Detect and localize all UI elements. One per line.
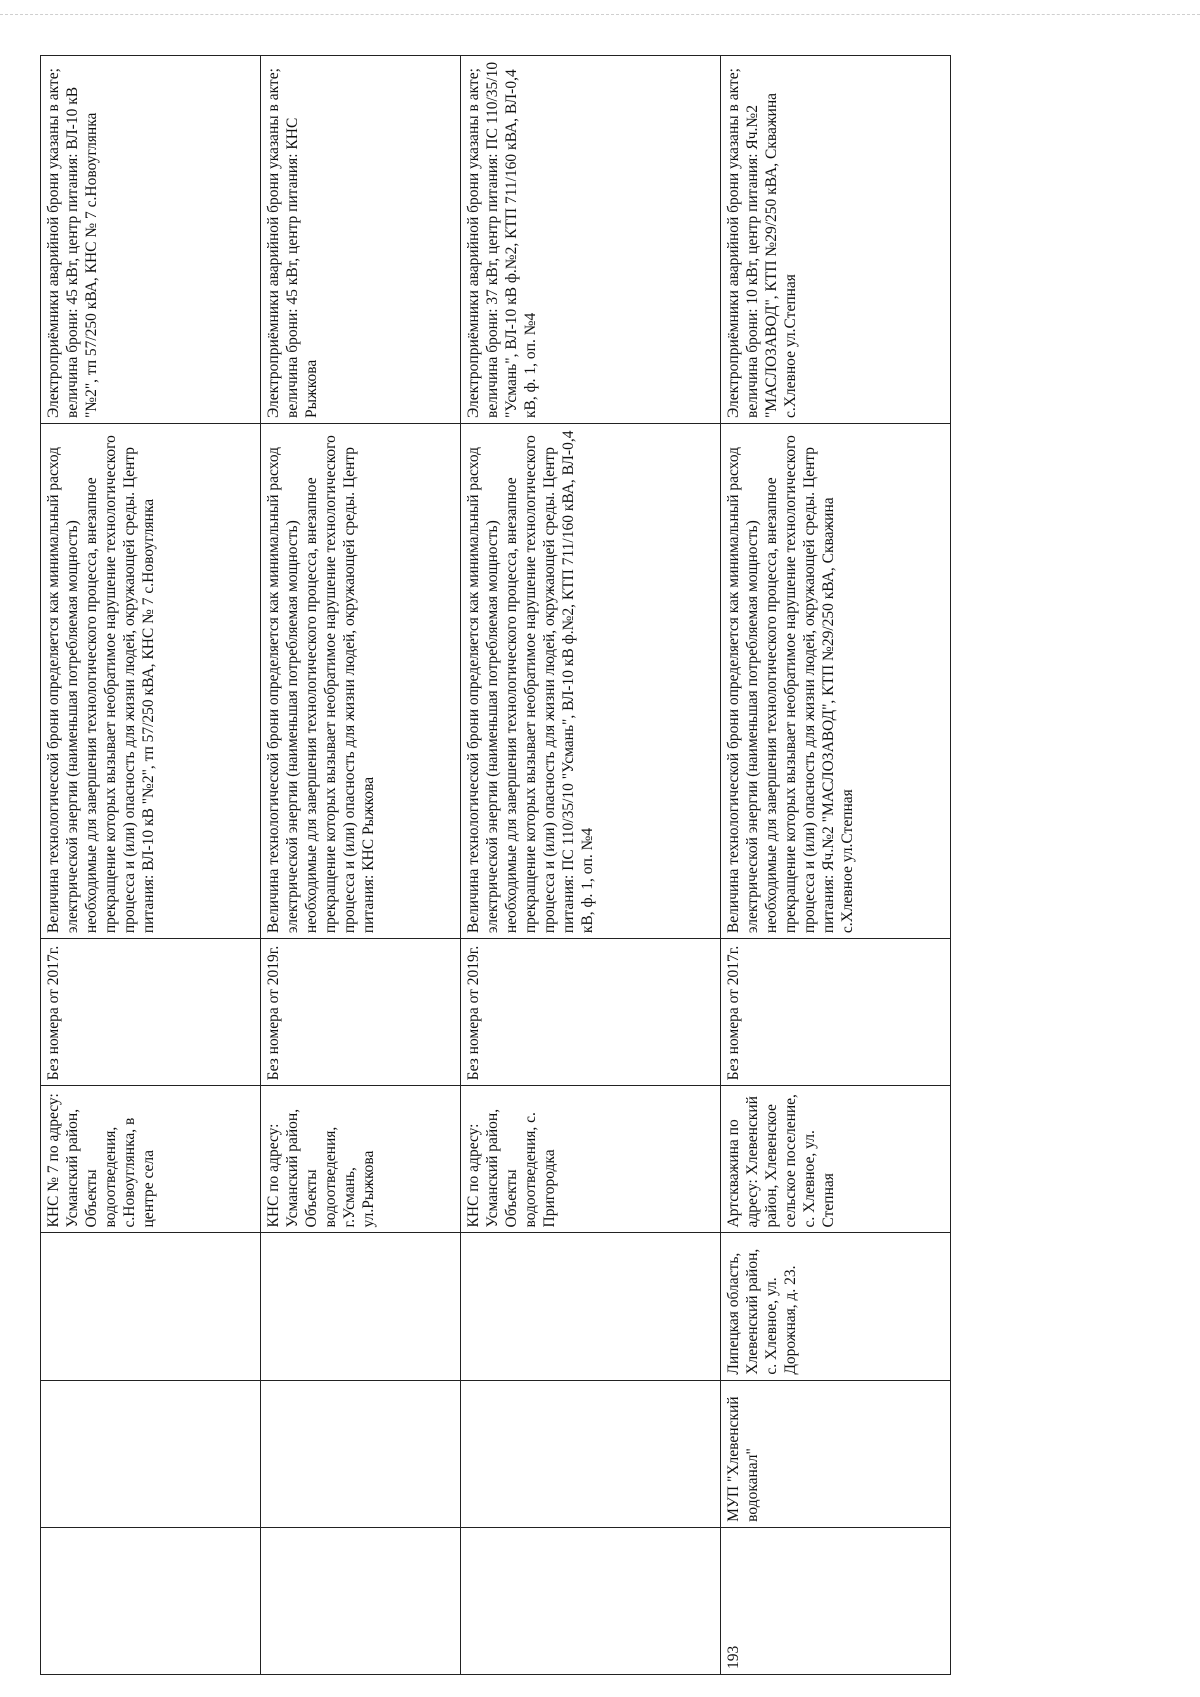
object-cell: КНС по адресу: Усманский район, Объекты водоотведения, с. Пригородка — [461, 1086, 721, 1233]
table-row — [721, 56, 951, 1675]
emergency-reserve-cell: Электроприёмники аварийной брони указаны в акте; величина брони: 37 кВт, центр питания: ПС 110/35/10 "Усмань", ВЛ-10 кВ ф.№2, КТП 711/160 кВА, ВЛ-0,4 кВ, ф. 1, оп. №4 — [461, 56, 721, 424]
emergency-reserve-cell: Электроприёмники аварийной брони указаны в акте; величина брони: 10 кВт, центр питания: Яч.№2 "МАСЛОЗАВОД", КТП №29/250 кВА, Скважина с.Хлевное ул.Степная — [721, 56, 951, 424]
act-cell: Без номера от 2019г. — [261, 939, 461, 1086]
table-row — [461, 56, 721, 1675]
object-cell: КНС по адресу: Усманский район, Объекты водоотведения, г.Усмань, ул.Рыжкова — [261, 1086, 461, 1233]
table-row — [261, 56, 461, 1675]
row-number-cell — [461, 1527, 721, 1674]
tech-reserve-cell: Величина технологической брони определяется как минимальный расход электрической энергии (наименьшая потребляемая мощность) необходимые для завершения технологического процесса, внезапное прекращение которых вызывает необратимое нарушение технологического процесса и (или) опасность для жизни людей, окружающей среды. Центр питания: Яч.№2 "МАСЛОЗАВОД", КТП №29/250 кВА, Скважина с.Хлевное ул.Степная — [721, 424, 951, 939]
emergency-reserve-cell: Электроприёмники аварийной брони указаны в акте; величина брони: 45 кВт, центр питания: КНС Рыжкова — [261, 56, 461, 424]
address-cell — [41, 1233, 261, 1380]
tech-reserve-cell: Величина технологической брони определяется как минимальный расход электрической энергии (наименьшая потребляемая мощность) необходимые для завершения технологического процесса, внезапное прекращение которых вызывает необратимое нарушение технологического процесса и (или) опасность для жизни людей, окружающей среды. Центр питания: ВЛ-10 кВ "№2", тп 57/250 кВА, КНС № 7 с.Новоуглянка — [41, 424, 261, 939]
row-number-cell — [41, 1527, 261, 1674]
table-row — [41, 56, 261, 1675]
act-cell: Без номера от 2019г. — [461, 939, 721, 1086]
row-number-cell — [261, 1527, 461, 1674]
act-cell: Без номера от 2017г. — [41, 939, 261, 1086]
organization-cell — [461, 1380, 721, 1527]
row-number-cell: 193 — [721, 1527, 951, 1674]
address-cell — [261, 1233, 461, 1380]
object-cell: КНС № 7 по адресу: Усманский район, Объекты водоотведения, с.Новоуглянка, в центре села — [41, 1086, 261, 1233]
act-cell: Без номера от 2017г. — [721, 939, 951, 1086]
tech-reserve-cell: Величина технологической брони определяется как минимальный расход электрической энергии (наименьшая потребляемая мощность) необходимые для завершения технологического процесса, внезапное прекращение которых вызывает необратимое нарушение технологического процесса и (или) опасность для жизни людей, окружающей среды. Центр питания: КНС Рыжкова — [261, 424, 461, 939]
organization-cell: МУП "Хлевенский водоканал" — [721, 1380, 951, 1527]
reserve-table — [40, 55, 951, 1675]
organization-cell — [41, 1380, 261, 1527]
address-cell — [461, 1233, 721, 1380]
tech-reserve-cell: Величина технологической брони определяется как минимальный расход электрической энергии (наименьшая потребляемая мощность) необходимые для завершения технологического процесса, внезапное прекращение которых вызывает необратимое нарушение технологического процесса и (или) опасность для жизни людей, окружающей среды. Центр питания: ПС 110/35/10 "Усмань", ВЛ-10 кВ ф.№2, КТП 711/160 кВА, ВЛ-0,4 кВ, ф. 1, оп. №4 — [461, 424, 721, 939]
object-cell: Артскважина по адресу: Хлевенский район, Хлевенское сельское поселение, с. Хлевное, ул. Степная — [721, 1086, 951, 1233]
emergency-reserve-cell: Электроприёмники аварийной брони указаны в акте; величина брони: 45 кВт, центр питания: ВЛ-10 кВ "№2", тп 57/250 кВА, КНС № 7 с.Новоуглянка — [41, 56, 261, 424]
organization-cell — [261, 1380, 461, 1527]
address-cell: Липецкая область, Хлевенский район, с. Хлевное, ул. Дорожная, д. 23. — [721, 1233, 951, 1380]
